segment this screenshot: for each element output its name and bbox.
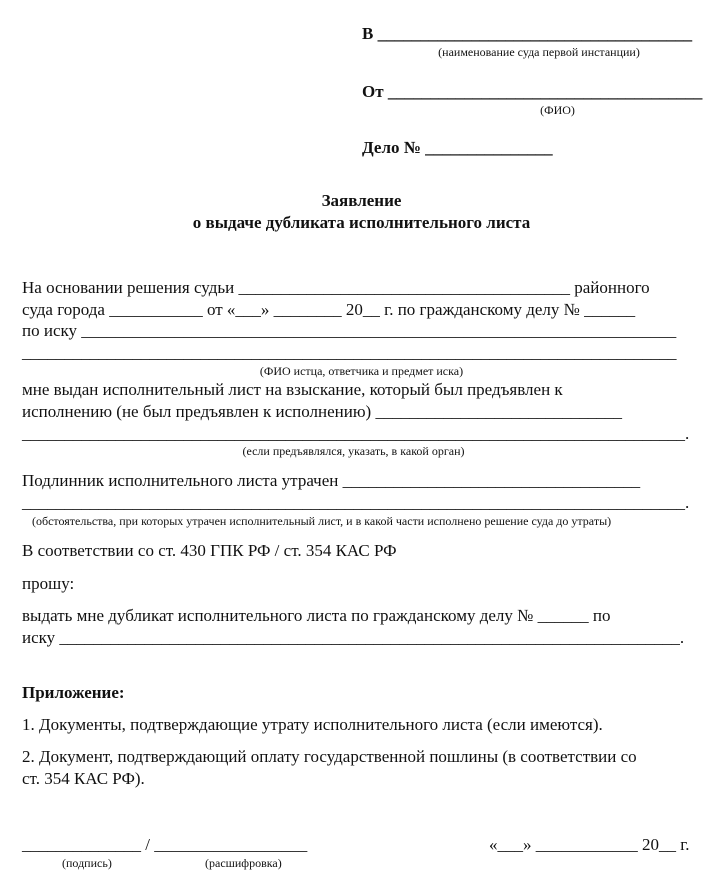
request-word: прошу:	[22, 574, 75, 593]
attachments-heading: Приложение:	[22, 683, 125, 702]
request-line-2: иску _________________________________________________________________________.	[22, 628, 685, 647]
paragraph-1-caption: (ФИО истца, ответчика и предмет иска)	[259, 364, 464, 378]
paragraph-2-line-2: исполнению (не был предъявлен к исполнению) _____________________________	[22, 402, 622, 421]
legal-basis: В соответствии со ст. 430 ГПК РФ / ст. 354 КАС РФ	[22, 541, 397, 560]
court-to-caption: (наименование суда первой инстанции)	[438, 45, 640, 59]
signature-line: ______________ / __________________	[22, 835, 308, 854]
signature-caption: (подпись)	[62, 856, 112, 870]
paragraph-3-line-2: ______________________________________________________________________________.	[22, 493, 690, 512]
paragraph-1-line-4: _____________________________________________________________________________	[22, 343, 677, 362]
request-line-1: выдать мне дубликат исполнительного листа по гражданскому делу № ______ по	[22, 606, 611, 625]
attachment-item-1: 1. Документы, подтверждающие утрату исполнительного листа (если имеются).	[22, 715, 603, 734]
document-title: Заявление	[321, 191, 402, 210]
paragraph-2-line-1: мне выдан исполнительный лист на взыскание, который был предъявлен к	[22, 380, 563, 399]
applicant-from-caption: (ФИО)	[540, 103, 575, 117]
case-number-label: Дело № _______________	[362, 138, 553, 157]
decoding-caption: (расшифровка)	[205, 856, 282, 870]
court-to-label: В _____________________________________	[362, 24, 693, 43]
paragraph-1-line-2: суда города ___________ от «___» ________ 20__ г. по гражданскому делу № ______	[22, 300, 636, 319]
attachment-item-2-line-1: 2. Документ, подтверждающий оплату государственной пошлины (в соответствии со	[22, 747, 637, 766]
paragraph-2-caption: (если предъявлялся, указать, в какой орган)	[242, 444, 465, 458]
paragraph-2-line-3: ______________________________________________________________________________.	[22, 424, 690, 443]
attachment-item-2-line-2: ст. 354 КАС РФ).	[22, 769, 145, 788]
applicant-from-label: От _____________________________________	[362, 82, 703, 101]
date-line: «___» ____________ 20__ г.	[489, 835, 690, 854]
paragraph-3-caption: (обстоятельства, при которых утрачен исполнительный лист, и в какой части исполнено решение суда до утраты)	[32, 514, 612, 528]
paragraph-1-line-1: На основании решения судьи _______________________________________ районного	[22, 278, 650, 297]
document-subtitle: о выдаче дубликата исполнительного листа	[192, 213, 531, 232]
paragraph-1-line-3: по иску ______________________________________________________________________	[22, 321, 677, 340]
paragraph-3-line-1: Подлинник исполнительного листа утрачен ___________________________________	[22, 471, 641, 490]
